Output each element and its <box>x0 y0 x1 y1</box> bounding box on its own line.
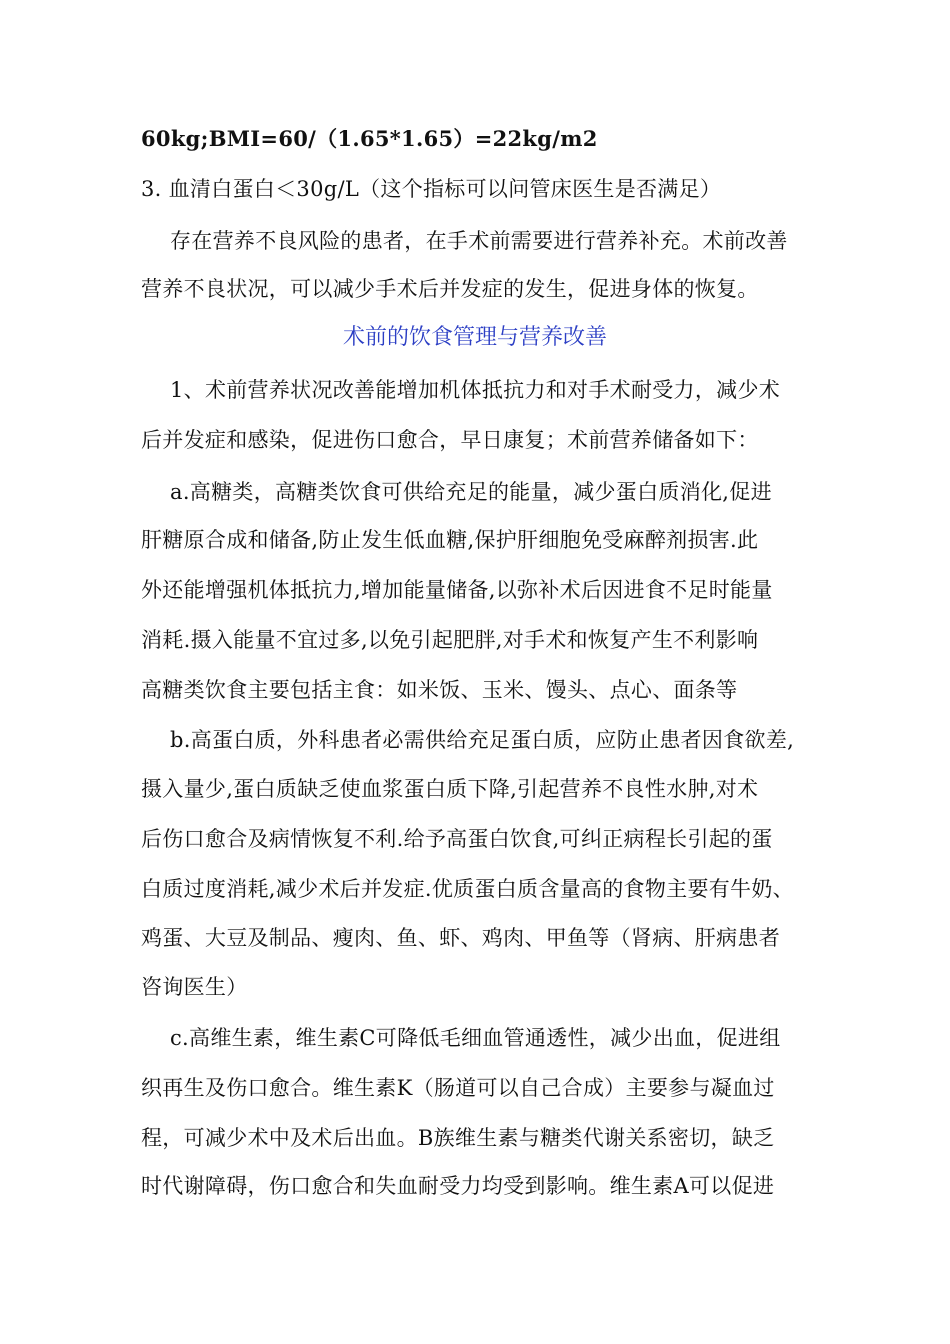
paragraph-line: 1、术前营养状况改善能增加机体抵抗力和对手术耐受力，减少术 <box>170 378 781 402</box>
bmi-formula-line: 60kg;BMI=60/（1.65*1.65）=22kg/m2 <box>141 126 598 151</box>
paragraph-line: 肝糖原合成和储备,防止发生低血糖,保护肝细胞免受麻醉剂损害.此 <box>141 528 759 552</box>
paragraph-line: c.高维生素，维生素C可降低毛细血管通透性，减少出血，促进组 <box>170 1026 781 1050</box>
paragraph-line: 摄入量少,蛋白质缺乏使血浆蛋白质下降,引起营养不良性水肿,对术 <box>141 777 759 801</box>
paragraph-line: 鸡蛋、大豆及制品、瘦肉、鱼、虾、鸡肉、甲鱼等（肾病、肝病患者 <box>141 926 780 950</box>
paragraph-line: 织再生及伤口愈合。维生素K（肠道可以自己合成）主要参与凝血过 <box>141 1076 775 1100</box>
paragraph-line: a.高糖类，高糖类饮食可供给充足的能量，减少蛋白质消化,促进 <box>170 480 772 504</box>
paragraph-line: 时代谢障碍，伤口愈合和失血耐受力均受到影响。维生素A可以促进 <box>141 1174 775 1198</box>
paragraph-line: 后伤口愈合及病情恢复不利.给予高蛋白饮食,可纠正病程长引起的蛋 <box>141 827 773 851</box>
paragraph-line: 消耗.摄入能量不宜过多,以免引起肥胖,对手术和恢复产生不利影响 <box>141 628 759 652</box>
paragraph-line: 营养不良状况，可以减少手术后并发症的发生，促进身体的恢复。 <box>141 277 759 301</box>
paragraph-line: 程，可减少术中及术后出血。B族维生素与糖类代谢关系密切，缺乏 <box>141 1126 775 1150</box>
paragraph-line: 后并发症和感染，促进伤口愈合，早日康复；术前营养储备如下： <box>141 428 759 452</box>
criterion-3-line: 3. 血清白蛋白＜30g/L（这个指标可以问管床医生是否满足） <box>141 177 722 201</box>
paragraph-line: b.高蛋白质，外科患者必需供给充足蛋白质，应防止患者因食欲差, <box>170 728 795 752</box>
paragraph-line: 存在营养不良风险的患者，在手术前需要进行营养补充。术前改善 <box>170 229 788 253</box>
section-heading: 术前的饮食管理与营养改善 <box>342 325 607 350</box>
paragraph-line: 白质过度消耗,减少术后并发症.优质蛋白质含量高的食物主要有牛奶、 <box>141 877 794 901</box>
paragraph-line: 咨询医生） <box>141 975 248 999</box>
paragraph-line: 外还能增强机体抵抗力,增加能量储备,以弥补术后因进食不足时能量 <box>141 578 773 602</box>
paragraph-line: 高糖类饮食主要包括主食：如米饭、玉米、馒头、点心、面条等 <box>141 678 738 702</box>
